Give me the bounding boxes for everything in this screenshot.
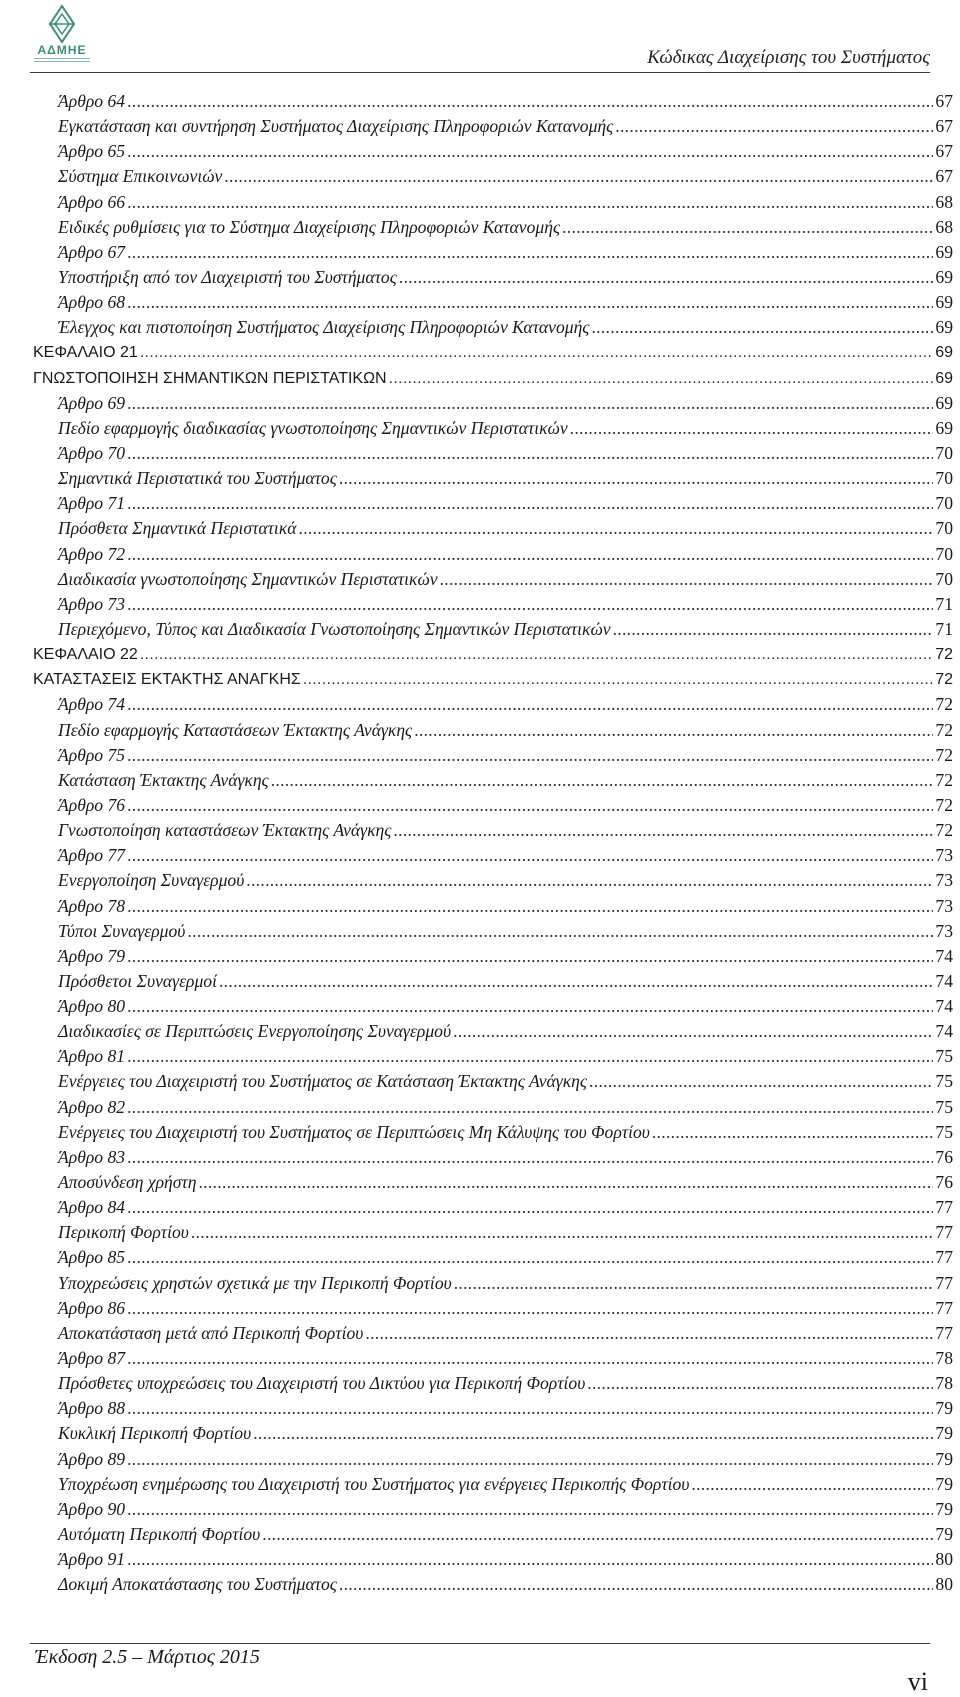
toc-chapter-entry[interactable] bbox=[33, 340, 953, 365]
toc-entry-title: Άρθρο 64 bbox=[58, 91, 126, 111]
toc-entry-page: 69 bbox=[935, 292, 953, 313]
toc-entry-title: Άρθρο 65 bbox=[58, 141, 126, 162]
dot-leader bbox=[615, 114, 933, 139]
toc-entry-title: Άρθρο 75 bbox=[58, 744, 126, 765]
toc-entry-title: Σημαντικά Περιστατικά του Συστήματος bbox=[58, 468, 337, 489]
toc-entry-page: 71 bbox=[935, 618, 953, 639]
toc-entry-page: 72 bbox=[935, 671, 953, 689]
toc-entry[interactable] bbox=[58, 718, 953, 743]
toc-entry-title: Γνωστοποίηση καταστάσεων Έκτακτης Ανάγκης bbox=[58, 820, 392, 841]
toc-entry-page: 67 bbox=[935, 116, 953, 137]
dot-leader bbox=[127, 1447, 933, 1472]
toc-entry[interactable] bbox=[58, 441, 953, 466]
toc-entry-page: 80 bbox=[935, 1574, 953, 1595]
toc-chapter-entry[interactable] bbox=[33, 642, 953, 667]
toc-entry[interactable] bbox=[58, 215, 953, 240]
toc-entry[interactable] bbox=[58, 265, 953, 290]
toc-entry[interactable] bbox=[58, 1522, 953, 1547]
toc-entry-page: 70 bbox=[935, 442, 953, 463]
toc-entry[interactable] bbox=[58, 1572, 953, 1597]
toc-entry[interactable] bbox=[58, 114, 953, 139]
toc-entry-page: 79 bbox=[935, 1423, 953, 1444]
dot-leader bbox=[299, 516, 934, 541]
toc-entry[interactable] bbox=[58, 894, 953, 919]
toc-entry[interactable] bbox=[58, 391, 953, 416]
toc-entry-page: 70 bbox=[935, 568, 953, 589]
dot-leader bbox=[127, 743, 933, 768]
toc-entry[interactable] bbox=[58, 1095, 953, 1120]
toc-entry-page: 70 bbox=[935, 543, 953, 564]
toc-entry-page: 78 bbox=[935, 1373, 953, 1394]
toc-entry-page: 79 bbox=[935, 1473, 953, 1494]
dot-leader bbox=[127, 1396, 933, 1421]
toc-entry-title: ΚΕΦΑΛΑΙΟ 21 bbox=[33, 344, 138, 362]
toc-entry[interactable] bbox=[58, 1195, 953, 1220]
dot-leader bbox=[339, 1572, 933, 1597]
toc-entry-title: Πρόσθετες υποχρεώσεις του Διαχειριστή του Δικτύου για Περικοπή Φορτίου bbox=[58, 1373, 586, 1394]
dot-leader bbox=[127, 139, 933, 164]
toc-entry-title: Ενεργοποίηση Συναγερμού bbox=[58, 870, 245, 891]
toc-entry-title: Άρθρο 70 bbox=[58, 442, 126, 463]
page-number: vi bbox=[907, 1667, 928, 1696]
toc-entry-page: 77 bbox=[935, 1272, 953, 1293]
toc-entry-page: 75 bbox=[935, 1046, 953, 1067]
dot-leader bbox=[127, 391, 933, 416]
dot-leader bbox=[339, 466, 934, 491]
toc-entry-page: 69 bbox=[935, 344, 953, 362]
dot-leader bbox=[127, 1296, 933, 1321]
toc-entry-title: Δοκιμή Αποκατάστασης του Συστήματος bbox=[58, 1574, 337, 1595]
document-title: Κώδικας Διαχείρισης του Συστήματος bbox=[647, 47, 930, 68]
toc-entry-page: 77 bbox=[935, 1297, 953, 1318]
toc-entry-title: Άρθρο 66 bbox=[58, 191, 126, 212]
toc-entry-title: Περιεχόμενο, Τύπος και Διαδικασία Γνωστοποίησης Σημαντικών Περιστατικών bbox=[58, 618, 611, 639]
toc-entry-title: Αυτόματη Περικοπή Φορτίου bbox=[58, 1524, 261, 1545]
toc-entry[interactable] bbox=[58, 818, 953, 843]
toc-entry[interactable] bbox=[58, 994, 953, 1019]
dot-leader bbox=[224, 164, 933, 189]
dot-leader bbox=[414, 718, 933, 743]
toc-entry[interactable] bbox=[58, 516, 953, 541]
toc-entry-page: 70 bbox=[935, 468, 953, 489]
toc-entry-title: ΚΑΤΑΣΤΑΣΕΙΣ ΕΚΤΑΚΤΗΣ ΑΝΑΓΚΗΣ bbox=[33, 671, 301, 689]
table-of-contents bbox=[33, 89, 953, 1597]
dot-leader bbox=[570, 416, 934, 441]
toc-entry[interactable] bbox=[58, 1120, 953, 1145]
toc-entry-page: 79 bbox=[935, 1398, 953, 1419]
toc-entry-title: Άρθρο 89 bbox=[58, 1448, 126, 1469]
toc-entry-title: Διαδικασίες σε Περιπτώσεις Ενεργοποίησης Συναγερμού bbox=[58, 1021, 452, 1042]
logo-mark-icon bbox=[42, 4, 82, 44]
toc-entry[interactable] bbox=[58, 542, 953, 567]
toc-entry-title: Διαδικασία γνωστοποίησης Σημαντικών Περιστατικών bbox=[58, 568, 438, 589]
toc-entry-page: 74 bbox=[935, 996, 953, 1017]
toc-entry-page: 68 bbox=[935, 216, 953, 237]
toc-entry[interactable] bbox=[58, 868, 953, 893]
toc-entry-page: 67 bbox=[935, 141, 953, 162]
dot-leader bbox=[399, 265, 934, 290]
toc-entry-page: 75 bbox=[935, 1121, 953, 1142]
toc-entry-page: 72 bbox=[935, 744, 953, 765]
toc-entry-title: Άρθρο 83 bbox=[58, 1146, 126, 1167]
toc-entry-page: 73 bbox=[935, 870, 953, 891]
toc-entry[interactable] bbox=[58, 164, 953, 189]
dot-leader bbox=[219, 969, 933, 994]
toc-entry-page: 73 bbox=[935, 845, 953, 866]
dot-leader bbox=[127, 1044, 933, 1069]
toc-entry-page: 72 bbox=[935, 820, 953, 841]
toc-entry-page: 71 bbox=[935, 593, 953, 614]
toc-entry-title: Άρθρο 90 bbox=[58, 1498, 126, 1519]
dot-leader bbox=[127, 491, 933, 516]
dot-leader bbox=[562, 215, 933, 240]
toc-entry-page: 70 bbox=[935, 518, 953, 539]
toc-entry-page: 76 bbox=[935, 1172, 953, 1193]
toc-entry-page: 73 bbox=[935, 895, 953, 916]
dot-leader bbox=[127, 542, 933, 567]
toc-entry[interactable] bbox=[58, 240, 953, 265]
toc-entry[interactable] bbox=[58, 1145, 953, 1170]
toc-entry-page: 76 bbox=[935, 1146, 953, 1167]
toc-entry[interactable] bbox=[58, 1271, 953, 1296]
dot-leader bbox=[246, 868, 933, 893]
toc-entry[interactable] bbox=[58, 491, 953, 516]
toc-entry-title: Τύποι Συναγερμού bbox=[58, 920, 186, 941]
toc-entry[interactable] bbox=[58, 1396, 953, 1421]
toc-entry[interactable] bbox=[58, 793, 953, 818]
toc-chapter-entry[interactable] bbox=[33, 366, 953, 391]
dot-leader bbox=[127, 894, 933, 919]
dot-leader bbox=[127, 1095, 933, 1120]
dot-leader bbox=[613, 617, 934, 642]
toc-entry-title: Κυκλική Περικοπή Φορτίου bbox=[58, 1423, 252, 1444]
toc-entry-title: Άρθρο 69 bbox=[58, 392, 126, 413]
dot-leader bbox=[365, 1321, 933, 1346]
dot-leader bbox=[198, 1170, 933, 1195]
logo-subtitle-lines bbox=[34, 58, 90, 64]
toc-entry[interactable] bbox=[58, 416, 953, 441]
toc-entry-page: 72 bbox=[935, 646, 953, 664]
toc-entry[interactable] bbox=[58, 1245, 953, 1270]
dot-leader bbox=[127, 1145, 933, 1170]
dot-leader bbox=[127, 1497, 933, 1522]
toc-entry-page: 67 bbox=[935, 91, 953, 111]
toc-entry-title: Πεδίο εφαρμογής Καταστάσεων Έκτακτης Ανάγκης bbox=[58, 719, 413, 740]
toc-entry-title: Άρθρο 91 bbox=[58, 1549, 126, 1570]
toc-entry-title: Άρθρο 77 bbox=[58, 845, 126, 866]
edition-label: Έκδοση 2.5 – Μάρτιος 2015 bbox=[35, 1646, 260, 1668]
toc-entry[interactable] bbox=[58, 944, 953, 969]
toc-entry-page: 80 bbox=[935, 1549, 953, 1570]
dot-leader bbox=[191, 1220, 934, 1245]
toc-entry-title: Άρθρο 76 bbox=[58, 794, 126, 815]
toc-entry-page: 75 bbox=[935, 1096, 953, 1117]
dot-leader bbox=[127, 89, 933, 114]
toc-entry-title: Εγκατάσταση και συντήρηση Συστήματος Διαχείρισης Πληροφοριών Κατανομής bbox=[58, 116, 614, 137]
toc-entry[interactable] bbox=[58, 1371, 953, 1396]
toc-entry-title: Άρθρο 72 bbox=[58, 543, 126, 564]
dot-leader bbox=[440, 567, 934, 592]
toc-entry-page: 69 bbox=[935, 317, 953, 338]
footer-divider bbox=[30, 1643, 930, 1644]
toc-entry-page: 78 bbox=[935, 1348, 953, 1369]
dot-leader bbox=[587, 1371, 933, 1396]
toc-entry[interactable] bbox=[58, 290, 953, 315]
toc-entry[interactable] bbox=[58, 190, 953, 215]
dot-leader bbox=[253, 1421, 933, 1446]
toc-entry[interactable] bbox=[58, 843, 953, 868]
toc-entry-page: 72 bbox=[935, 769, 953, 790]
toc-entry[interactable] bbox=[58, 1547, 953, 1572]
dot-leader bbox=[271, 768, 934, 793]
toc-entry-title: Άρθρο 85 bbox=[58, 1247, 126, 1268]
dot-leader bbox=[389, 366, 934, 391]
dot-leader bbox=[393, 818, 933, 843]
page-header bbox=[30, 0, 930, 73]
toc-entry-page: 72 bbox=[935, 794, 953, 815]
toc-entry[interactable] bbox=[58, 1321, 953, 1346]
toc-entry-title: Άρθρο 73 bbox=[58, 593, 126, 614]
toc-entry[interactable] bbox=[58, 969, 953, 994]
toc-entry-title: ΓΝΩΣΤΟΠΟΙΗΣΗ ΣΗΜΑΝΤΙΚΩΝ ΠΕΡΙΣΤΑΤΙΚΩΝ bbox=[33, 369, 387, 387]
toc-entry-title: Ενέργειες του Διαχειριστή του Συστήματος σε Περιπτώσεις Μη Κάλυψης του Φορτίου bbox=[58, 1121, 650, 1142]
toc-entry[interactable] bbox=[58, 1170, 953, 1195]
toc-entry-title: Υποχρεώσεις χρηστών σχετικά με την Περικοπή Φορτίου bbox=[58, 1272, 452, 1293]
toc-entry-title: Σύστημα Επικοινωνιών bbox=[58, 166, 223, 187]
toc-entry[interactable] bbox=[58, 617, 953, 642]
toc-entry-page: 79 bbox=[935, 1524, 953, 1545]
dot-leader bbox=[127, 994, 933, 1019]
dot-leader bbox=[127, 190, 933, 215]
toc-entry-title: Άρθρο 87 bbox=[58, 1348, 126, 1369]
toc-entry-page: 74 bbox=[935, 945, 953, 966]
dot-leader bbox=[453, 1019, 933, 1044]
toc-entry-title: Πρόσθετοι Συναγερμοί bbox=[58, 970, 217, 991]
toc-entry-title: Ειδικές ρυθμίσεις για το Σύστημα Διαχείρισης Πληροφοριών Κατανομής bbox=[58, 216, 561, 237]
toc-entry-page: 69 bbox=[935, 369, 953, 387]
toc-entry-title: Άρθρο 80 bbox=[58, 996, 126, 1017]
toc-entry-title: Περικοπή Φορτίου bbox=[58, 1222, 189, 1243]
toc-entry-page: 79 bbox=[935, 1448, 953, 1469]
dot-leader bbox=[140, 642, 933, 667]
toc-entry-title: Αποκατάσταση μετά από Περικοπή Φορτίου bbox=[58, 1322, 364, 1343]
logo-text: ΑΔΜΗΕ bbox=[37, 43, 87, 57]
toc-entry[interactable] bbox=[58, 1472, 953, 1497]
toc-entry-page: 77 bbox=[935, 1322, 953, 1343]
toc-entry[interactable] bbox=[58, 692, 953, 717]
toc-entry-page: 69 bbox=[935, 417, 953, 438]
toc-entry-title: Άρθρο 74 bbox=[58, 694, 126, 715]
toc-entry[interactable] bbox=[58, 919, 953, 944]
dot-leader bbox=[262, 1522, 933, 1547]
dot-leader bbox=[127, 843, 933, 868]
toc-entry-page: 68 bbox=[935, 191, 953, 212]
toc-entry-page: 75 bbox=[935, 1071, 953, 1092]
toc-entry-title: Άρθρο 81 bbox=[58, 1046, 126, 1067]
toc-entry[interactable] bbox=[58, 1044, 953, 1069]
toc-entry[interactable] bbox=[58, 592, 953, 617]
dot-leader bbox=[127, 1195, 933, 1220]
toc-entry[interactable] bbox=[58, 1296, 953, 1321]
toc-entry-page: 72 bbox=[935, 694, 953, 715]
dot-leader bbox=[303, 667, 933, 692]
toc-entry-title: ΚΕΦΑΛΑΙΟ 22 bbox=[33, 646, 138, 664]
toc-entry[interactable] bbox=[58, 466, 953, 491]
toc-entry-page: 72 bbox=[935, 719, 953, 740]
dot-leader bbox=[140, 340, 933, 365]
dot-leader bbox=[454, 1271, 934, 1296]
admie-logo bbox=[30, 4, 94, 66]
dot-leader bbox=[127, 944, 933, 969]
toc-entry-title: Πεδίο εφαρμογής διαδικασίας γνωστοποίησης Σημαντικών Περιστατικών bbox=[58, 417, 568, 438]
toc-entry-title: Υποχρέωση ενημέρωσης του Διαχειριστή του Συστήματος για ενέργειες Περικοπής Φορτίου bbox=[58, 1473, 690, 1494]
toc-entry-page: 74 bbox=[935, 970, 953, 991]
toc-entry-page: 77 bbox=[935, 1197, 953, 1218]
dot-leader bbox=[127, 240, 933, 265]
toc-entry-title: Άρθρο 79 bbox=[58, 945, 126, 966]
toc-entry-page: 77 bbox=[935, 1247, 953, 1268]
toc-chapter-entry[interactable] bbox=[33, 667, 953, 692]
dot-leader bbox=[127, 692, 933, 717]
dot-leader bbox=[187, 919, 933, 944]
toc-entry-title: Πρόσθετα Σημαντικά Περιστατικά bbox=[58, 518, 297, 539]
toc-entry-title: Άρθρο 78 bbox=[58, 895, 126, 916]
toc-entry[interactable] bbox=[58, 315, 953, 340]
dot-leader bbox=[127, 1245, 933, 1270]
toc-entry-title: Ενέργειες του Διαχειριστή του Συστήματος σε Κατάσταση Έκτακτης Ανάγκης bbox=[58, 1071, 588, 1092]
dot-leader bbox=[127, 592, 933, 617]
dot-leader bbox=[691, 1472, 933, 1497]
dot-leader bbox=[589, 1069, 933, 1094]
toc-entry-title: Άρθρο 67 bbox=[58, 241, 126, 262]
toc-entry[interactable] bbox=[58, 1421, 953, 1446]
toc-entry-title: Έλεγχος και πιστοποίηση Συστήματος Διαχείρισης Πληροφοριών Κατανομής bbox=[58, 317, 590, 338]
toc-entry[interactable] bbox=[58, 1220, 953, 1245]
toc-entry-page: 79 bbox=[935, 1498, 953, 1519]
toc-entry-title: Αποσύνδεση χρήστη bbox=[58, 1172, 197, 1193]
toc-entry[interactable] bbox=[58, 1346, 953, 1371]
toc-entry-page: 69 bbox=[935, 241, 953, 262]
toc-entry-title: Άρθρο 84 bbox=[58, 1197, 126, 1218]
dot-leader bbox=[127, 441, 933, 466]
dot-leader bbox=[591, 315, 933, 340]
toc-entry-page: 73 bbox=[935, 920, 953, 941]
dot-leader bbox=[127, 290, 933, 315]
toc-entry[interactable] bbox=[58, 1069, 953, 1094]
toc-entry[interactable] bbox=[58, 768, 953, 793]
toc-entry[interactable] bbox=[58, 743, 953, 768]
dot-leader bbox=[127, 1346, 933, 1371]
toc-entry[interactable] bbox=[58, 1447, 953, 1472]
toc-entry-title: Υποστήριξη από τον Διαχειριστή του Συστήματος bbox=[58, 266, 397, 287]
toc-entry[interactable] bbox=[58, 567, 953, 592]
toc-entry-page: 69 bbox=[935, 392, 953, 413]
toc-entry-page: 69 bbox=[935, 266, 953, 287]
toc-entry-title: Άρθρο 86 bbox=[58, 1297, 126, 1318]
toc-entry[interactable] bbox=[58, 1019, 953, 1044]
toc-entry-title: Άρθρο 71 bbox=[58, 493, 126, 514]
toc-entry-title: Άρθρο 82 bbox=[58, 1096, 126, 1117]
toc-entry[interactable] bbox=[58, 139, 953, 164]
toc-entry[interactable] bbox=[58, 89, 953, 114]
toc-entry-page: 70 bbox=[935, 493, 953, 514]
dot-leader bbox=[127, 1547, 933, 1572]
dot-leader bbox=[652, 1120, 934, 1145]
toc-entry-page: 74 bbox=[935, 1021, 953, 1042]
dot-leader bbox=[127, 793, 933, 818]
toc-entry-title: Άρθρο 68 bbox=[58, 292, 126, 313]
toc-entry-page: 67 bbox=[935, 166, 953, 187]
toc-entry-title: Κατάσταση Έκτακτης Ανάγκης bbox=[58, 769, 269, 790]
toc-entry[interactable] bbox=[58, 1497, 953, 1522]
toc-entry-page: 77 bbox=[935, 1222, 953, 1243]
toc-entry-title: Άρθρο 88 bbox=[58, 1398, 126, 1419]
